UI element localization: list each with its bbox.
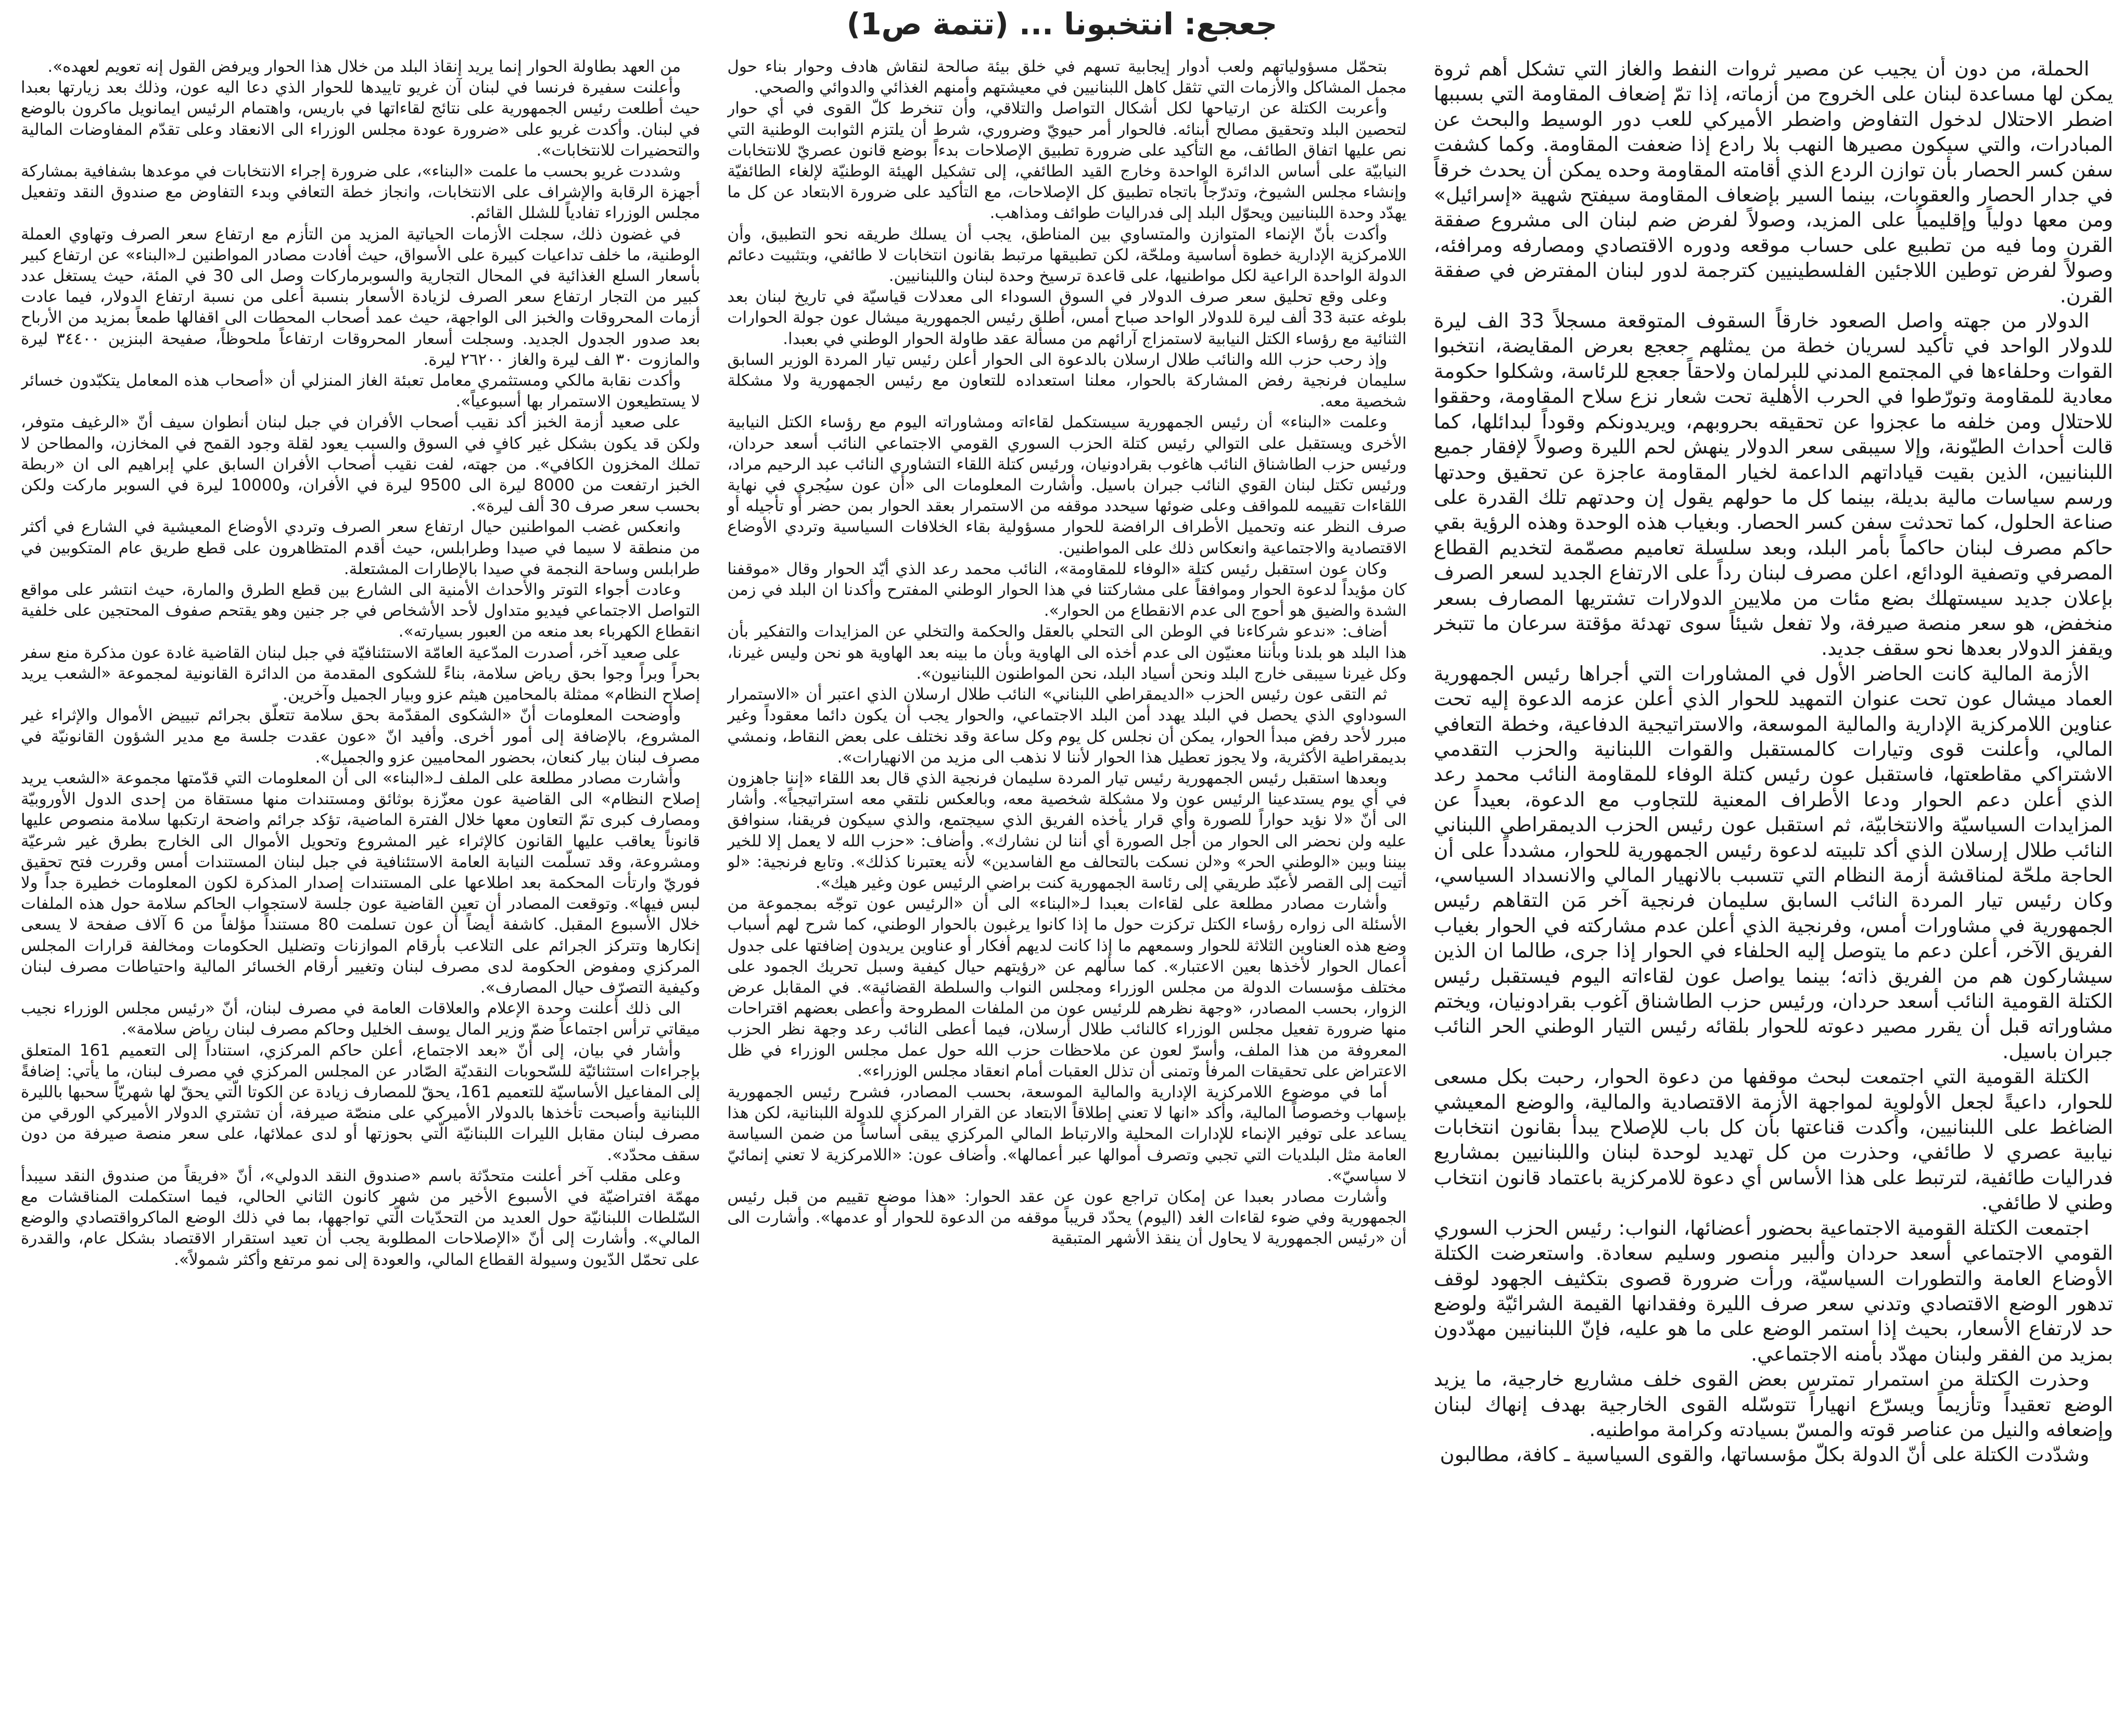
article-paragraph: وأكدت نقابة مالكي ومستثمري معامل تعبئة الغاز المنزلي أن «أصحاب هذه المعامل يتكبّدون خسائر لا يستطيعون الاستمرار بها أسبوعياً». [21,371,701,411]
article-paragraph: وأشارت مصادر بعبدا عن إمكان تراجع عون عن عقد الحوار: «هذا موضع تقييم من قبل رئيس الجمهورية وفي ضوء لقاءات الغد (اليوم) يحدّد قريباً موقفه من الدعوة للحوار أو عدمها». وأشارت الى أن «رئيس الجمهورية لا يحاول أن ينقذ الأشهر المتبقية [727,1187,1407,1248]
article-paragraph: وأعربت الكتلة عن ارتياحها لكل أشكال التواصل والتلاقي، وأن تنخرط كلّ القوى في أي حوار لتحصين البلد وتحقيق مصالح أبنائه. فالحوار أمر حيويّ وضروري، شرط أن يلتزم الثوابت الوطنية التي نص عليها اتفاق الطائف، مع التأكيد على ضرورة تطبيق الإصلاحات بدءاً بوضع قانون عصريّ للانتخابات النيابيّة على أساس الدائرة الواحدة وخارج القيد الطائفي، إلى تشكيل الهيئة الوطنيّة لإلغاء الطائفيّة وإنشاء مجلس الشيوخ، وتدرّجاً باتجاه تطبيق كل الإصلاحات، مع التأكيد على ضرورة الابتعاد عن كل ما يهدّد وحدة اللبنانيين ويحوّل البلد إلى فدراليات طوائف ومذاهب. [727,99,1407,223]
article-paragraph: الكتلة القومية التي اجتمعت لبحث موقفها من دعوة الحوار، رحبت بكل مسعى للحوار، داعيةً لجعل الأولوية لمواجهة الأزمة الاقتصادية والمالية، والوضع المعيشي الضاغط على اللبنانيين، وأكدت قناعتها بأن كل باب للإصلاح يبدأ بقانون انتخابات نيابية عصري لا طائفي، وحذرت من كل تهديد لوحدة لبنان واللبنانيين بمشاريع فدراليات طائفية، لترتبط على هذا الأساس أي دعوة للامركزية باعتماد قانون انتخاب وطني لا طائفي. [1433,1065,2113,1214]
article-paragraph: وعادت أجواء التوتر والأحداث الأمنية الى الشارع بين قطع الطرق والمارة، حيث انتشر على مواقع التواصل الاجتماعي فيديو متداول لأحد الأشخاص في جر جنين وهو يقتحم صفوف المحتجين على خلفية انقطاع الكهرباء بعد منعه من العبور بسيارته». [21,580,701,641]
article-paragraph: على صعيد أزمة الخبز أكد نقيب أصحاب الأفران في جبل لبنان أنطوان سيف أنّ «الرغيف متوفر، ولكن قد يكون بشكل غير كافٍ في السوق والسبب يعود لقلة وجود القمح في المخازن، والمطاحن لا تملك المخزون الكافي». من جهته، لفت نقيب أصحاب الأفران السابق علي إبراهيم الى ان «ربطة الخبز ارتفعت من 8000 ليرة الى 9500 ليرة في الأفران، و10000 ليرة في السوبر ماركت ولكن بحسب سعر صرف 30 ألف ليرة». [21,413,701,516]
article-paragraph: اجتمعت الكتلة القومية الاجتماعية بحضور أعضائها، النواب: رئيس الحزب السوري القومي الاجتماعي أسعد حردان وألبير منصور وسليم سعادة. واستعرضت الكتلة الأوضاع العامة والتطورات السياسيّة، ورأت ضرورة قصوى بتكثيف الجهود لوقف تدهور الوضع الاقتصادي وتدني سعر صرف الليرة وفقدانها القيمة الشرائيّة ولوضع حد لارتفاع الأسعار، بحيث إذا استمر الوضع على ما هو عليه، فإنّ اللبنانيين مهدّدون بمزيد من الفقر ولبنان مهدّد بأمنه الاجتماعي. [1433,1216,2113,1365]
column-1 [1434,56,2113,1730]
article-paragraph: وعلى مقلب آخر أعلنت متحدّثة باسم «صندوق النقد الدولي»، أنّ «فريقاً من صندوق النقد سيبدأ مهمّة افتراضيّة في الأسبوع الأخير من شهر كانون الثاني الحالي، فيما استكملت المناقشات مع السّلطات اللبنانيّة حول العديد من التحدّيات الّتي تواجهها، بما في ذلك الوضع الماكرواقتصادي والوضع المالي». وأشارت إلى أنّ «الإصلاحات المطلوبة يجب أن تعيد استقرار الاقتصاد بشكل عام، والقدرة على تحمّل الدّيون وسيولة القطاع المالي، والعودة إلى نمو مرتفع وأكثر شمولاً». [21,1166,701,1269]
article-paragraph: وأشار في بيان، إلى أنّ «بعد الاجتماع، أعلن حاكم المركزي، استناداً إلى التعميم 161 المتعلق بإجراءات استثنائيّة للسّحوبات النقديّة الصّادر عن المجلس المركزي في مصرف لبنان، ما يأتي: إضافةً إلى المفاعيل الأساسيّة للتعميم 161، يحقّ للمصارف زيادة عن الكوتا الّتي يحقّ لها شهريّاً سحبها بالليرة اللبنانية وأصبحت تأخذها بالدولار الأميركي على منصّة صيرفة، أن تشتري الدولار الأميركي الورقي من مصرف لبنان مقابل الليرات اللبنانيّة الّتي بحوزتها أو لدى عملائها، على سعر منصة صيرفة من دون سقف محدّد». [21,1041,701,1164]
article-paragraph: وحذرت الكتلة من استمرار تمترس بعض القوى خلف مشاريع خارجية، ما يزيد الوضع تعقيداً وتأزيماً ويسرّع انهياراً تتوسّله القوى الخارجية بهدف إنهاك لبنان وإضعافه والنيل من عناصر قوته والمسّ بسيادته وكرامة مواطنيه. [1433,1367,2113,1441]
article-paragraph: وشددت غريو بحسب ما علمت «البناء»، على ضرورة إجراء الانتخابات في موعدها بشفافية بمشاركة أجهزة الرقابة والإشراف على الانتخابات، وانجاز خطة التعافي وبدء التفاوض مع صندوق النقد وتفعيل مجلس الوزراء تفادياً للشلل القائم. [21,162,701,223]
article-paragraph: وكان عون استقبل رئيس كتلة «الوفاء للمقاومة»، النائب محمد رعد الذي أيّد الحوار وقال «موقفنا كان مؤيداً لدعوة الحوار وموافقاً على مشاركتنا في هذا الحوار الوطني المفترح وأكدنا ان البلد في زمن الشدة والضيق هو أحوج الى عدم الانقطاع من الحوار». [727,559,1407,620]
article-paragraph: الى ذلك أعلنت وحدة الإعلام والعلاقات العامة في مصرف لبنان، أنّ «رئيس مجلس الوزراء نجيب ميقاتي ترأس اجتماعاً ضمّ وزير المال يوسف الخليل وحاكم مصرف لبنان رياض سلامة». [21,999,701,1039]
article-paragraph: أما في موضوع اللامركزية الإدارية والمالية الموسعة، بحسب المصادر، فشرح رئيس الجمهورية بإسهاب وخصوصاً المالية، وأكد «انها لا تعني إطلاقاً الابتعاد عن القرار المركزي للدولة اللبنانية، لكن هذا يساعد على توفير الإنماء للإدارات المحلية والارتباط المالي المركزي يبقى أساساً من ضمن السياسة العامة مثل البلديات التي تجبي وتصرف أموالها عبر أعمالها». وأضاف عون: «اللامركزية لا تعني إنمائيّ لا سياسيّ». [727,1082,1407,1185]
article-paragraph: الدولار من جهته واصل الصعود خارقاً السقوف المتوقعة مسجلاً 33 الف ليرة للدولار الواحد في تأكيد لسريان خطة من يمثلهم جعجع بعرض المقايضة، انتخبوا القوات وحلفاءها في المجتمع المدني للبرلمان ولاحقاً جعجع للرئاسة، وشكلوا حكومة معادية للمقاومة وتورّطوا في الحرب الأهلية تحت شعار نزع سلاح المقاومة، وحققوا للاحتلال ومن خلفه ما عجزوا عن تحقيقه بحروبهم، ويريدونكم وقوداً لبدائلها، كما قالت أحداث الطيّونة، وإلا سيبقى سعر الدولار ينهش لحم الليرة وصولاً لإفقار جميع اللبنانيين، الذين بقيت قياداتهم الداعمة لخيار المقاومة عاجزة عن تحقيق وحدتها ورسم سياسات مالية بديلة، بينما كل ما حولهم يقول إن وحدتهم تلك القدرة على صناعة الحلول، كما تحدثت سفن كسر الحصار. وبغياب هذه الوحدة وهذه الرؤية بقي حاكم مصرف لبنان حاكماً بأمر البلد، وبعد سلسلة تعاميم مصمّمة لتخديم القطاع المصرفي وتصفية الودائع، اعلن مصرف لبنان رداً على الارتفاع الجديد لسعر الصرف بإعلان جديد سيستهلك بضع مئات من ملايين الدولارات تشتريها المصارف بسعر منخفض، هو سعر منصة صيرفة، ولا تفعل شيئاً سوى تهدئة مؤقتة سرعان ما تتبخر ويقفز الدولار بعدها نحو سقف جديد. [1433,309,2113,660]
column-2 [727,56,1406,1730]
article-paragraph: وأعلنت سفيرة فرنسا في لبنان آن غريو تاييدها للحوار الذي دعا اليه عون، وذلك بعد زيارتها بعبدا حيث أطلعت رئيس الجمهورية على نتائج لقاءاتها في باريس، واهتمام الرئيس ايمانويل ماكرون بالوضع في لبنان. وأكدت غريو على «ضرورة عودة مجلس الوزراء الى الانعقاد وعلى تقدّم المفاوضات المالية والتحضيرات للانتخابات». [21,78,701,160]
article-paragraph: وعلمت «البناء» أن رئيس الجمهورية سيستكمل لقاءاته ومشاوراته اليوم مع رؤساء الكتل النيابية الأخرى ويستقبل على التوالي رئيس كتلة الحزب السوري القومي الاجتماعي النائب أسعد حردان، ورئيس حزب الطاشناق النائب هاغوب بقرادونيان، ورئيس كتلة اللقاء التشاوري النائب عبد الرحيم مراد، ورئيس تكتل لبنان القوي النائب جبران باسيل. وأشارت المعلومات الى «أن عون سيُجري في نهاية اللقاءات تقييمه للمواقف وعلى ضوئها سيحدد موقفه من الاستمرار بعقد الحوار بمن حضر أو تأجيله أو صرف النظر عنه وتحميل الأطراف الرافضة للحوار مسؤولية بقاء الخلافات السياسية وتردي الأوضاع الاقتصادية والاجتماعية وانعكاس ذلك على المواطنين. [727,413,1407,557]
article-paragraph: وأوضحت المعلومات أنّ «الشكوى المقدّمة بحق سلامة تتعلّق بجرائم تبييض الأموال والإثراء غير المشروع، بالإضافة إلى أمور أخرى. وأفيد انّ «عون عقدت جلسة مع مدير الشؤون القانونيّة في مصرف لبنان بيار كنعان، بحضور المحاميين عزو والجميل». [21,706,701,767]
article-paragraph: وبعدها استقبل رئيس الجمهورية رئيس تيار المردة سليمان فرنجية الذي قال بعد اللقاء «إننا جاهزون في أي يوم يستدعينا الرئيس عون ولا مشكلة شخصية معه، وبالعكس نلتقي معه استراتيجياً». وأشار الى أنّ «لا نؤيد حواراً للصورة وأي قرار يأخذه الفريق الذي سيجتمع، والذي سيكون فريقنا، سنوافق عليه ولن نحضر الى الحوار من أجل الصورة أي أننا لن نشارك». وأضاف: «حزب الله لا يعمل إلا للخير بيننا وبين «الوطني الحر» و«لن نسكت بالتحالف مع الفاسدين» لأنه يعتبرنا كذلك». وتابع فرنجية: «لو أتيت إلى القصر لأعبّد طريقي إلى رئاسة الجمهورية كنت براضي الرئيس عون وغير هيك». [727,768,1407,892]
article-paragraph: وشدّدت الكتلة على أنّ الدولة بكلّ مؤسساتها، والقوى السياسية ـ كافة، مطالبون [1440,1443,2090,1466]
article-paragraph: وأكدت بأنّ الإنماء المتوازن والمتساوي بين المناطق، يجب أن يسلك طريقه نحو التطبيق، وأن اللامركزية الإدارية خطوة أساسية وملحّة، لكن تطبيقها مرتبط بقانون انتخابات لا طائفي، وبتثبيت دعائم الدولة الواحدة الراعية لكل مواطنيها، على قاعدة ترسيخ وحدة لبنان واللبنانيين. [727,224,1407,286]
article-paragraph: الأزمة المالية كانت الحاضر الأول في المشاورات التي أجراها رئيس الجمهورية العماد ميشال عون تحت عنوان التمهيد للحوار الذي أعلن عزمه الدعوة إليه تحت عناوين اللامركزية الإدارية والمالية الموسعة، والاستراتيجية الدفاعية، وخطة التعافي المالي، وأعلنت قوى وتيارات كالمستقبل والقوات اللبنانية والحزب التقدمي الاشتراكي مقاطعتها، فاستقبل عون رئيس كتلة الوفاء للمقاومة النائب محمد رعد الذي أعلن دعم الحوار ودعا الأطراف المعنية للتجاوب مع الدعوة، بعيداً عن المزايدات السياسيّة والانتخابيّة، ثم استقبل عون رئيس الحزب الديمقراطي اللبناني النائب طلال إرسلان الذي أكد تلبيته لدعوة رئيس الجمهورية للحوار، مشدداً على أن الحاجة ملحّة لمناقشة أزمة النظام التي تتسبب بالانهيار المالي والانسداد السياسي، وكان رئيس تيار المردة النائب السابق سليمان فرنجية آخر مَن التقاهم رئيس الجمهورية في مشاورات أمس، وفرنجية الذي أعلن عدم مشاركته في الحوار بغياب الفريق الآخر، أعلن دعم ما يتوصل إليه الحلفاء في الحوار إذا جرى، طالما ان الذين سيشاركون هم من الفريق ذاته؛ بينما يواصل عون لقاءاته اليوم فيستقبل رئيس الكتلة القومية النائب أسعد حردان، ورئيس حزب الطاشناق آغوب بقرادونيان، ويختم مشاوراته قبل أن يقرر مصير دعوته للحوار بلقائه رئيس التيار الوطني الحر النائب جبران باسيل. [1433,662,2113,1063]
headline: جعجع: انتخبونا ... (تتمة ص1) [846,6,1278,42]
article-paragraph: الحملة، من دون أن يجيب عن مصير ثروات النفط والغاز التي تشكل أهم ثروة يمكن لها مساعدة لبنان على الخروج من أزماته، إذا تمّ إضعاف المقاومة التي بسببها اضطر الاحتلال لدخول التفاوض واضطر الأميركي للعب دور الوسيط والبحث عن المبادرات، والتي سيكون مصيرها النهب بلا رادع إذا ضعفت المقاومة. وكما كشفت سفن كسر الحصار بأن توازن الردع الذي أقامته المقاومة وحده يمكن أن يحدث خرقاً في جدار الحصار والعقوبات، بينما السير بإضعاف المقاومة سيفتح شهية «إسرائيل» ومن معها دولياً وإقليمياً على المزيد، وصولاً لفرض ضم لبنان الى مشروع صفقة القرن وما فيه من تطبيع على حساب موقعه ودوره الاقتصادي ومصارفه ومرافئه، وصولاً لفرض توطين اللاجئين الفلسطينيين كترجمة لدور لبنان المفترض في صفقة القرن. [1433,57,2113,307]
article-paragraph: في غضون ذلك، سجلت الأزمات الحياتية المزيد من التأزم مع ارتفاع سعر الصرف وتهاوي العملة الوطنية، ما خلف تداعيات كبيرة على الأسواق، حيث أفادت مصادر المواطنين لـ«البناء» عن ارتفاع كبير بأسعار السلع الغذائية في المحال التجارية والسوبرماركات وصل الى 30 في المئة، حيث يستغل عدد كبير من التجار ارتفاع سعر الصرف لزيادة الأسعار بنسبة أعلى من نسبة ارتفاع الدولار، فيما عادت أزمات المحروقات والخبز الى الواجهة، حيث عمد أصحاب المحطات الى اقفالها طمعاً بمزيد من الأرباح بعد صدور الجدول الجديد. وسجلت أسعار المحروقات ارتفاعاً ملحوظاً، صفيحة البنزين ٣٤٤٠٠ ليرة والمازوت ٣٠ الف ليرة والغاز ٢٦٢٠٠ ليرة. [21,224,701,369]
article-paragraph: على صعيد آخر، أصدرت المدّعية العامّة الاستئنافيّة في جبل لبنان القاضية غادة عون مذكرة منع سفر بحراً وبراً وجوا بحق رياض سلامة، بناءً للشكوى المقدمة من الدائرة القانونية لمجموعة «الشعب يريد إصلاح النظام» ممثلة بالمحامين هيثم عزو وبيار الجميل وآخرين. [21,643,701,704]
article-paragraph: وعلى وقع تحليق سعر صرف الدولار في السوق السوداء الى معدلات قياسيّة في تاريخ لبنان بعد بلوغه عتبة 33 ألف ليرة للدولار الواحد صباح أمس، أطلق رئيس الجمهورية ميشال عون جولة الحوارات الثنائية مع رؤساء الكتل النيابية لاستمزاج آرائهم من مسألة عقد طاولة الحوار الوطني في بعبدا. [727,287,1407,348]
article-paragraph: بتحمّل مسؤولياتهم ولعب أدوار إيجابية تسهم في خلق بيئة صالحة لنقاش هادف وحوار بناء حول مجمل المشاكل والأزمات التي تثقل كاهل اللبنانيين في معيشتهم وأمنهم الغذائي والدوائي والصحي. [727,57,1407,97]
article-paragraph: أضاف: «ندعو شركاءنا في الوطن الى التحلي بالعقل والحكمة والتخلي عن المزايدات والتفكير بأن هذا البلد هو بلدنا وبأننا معنيّون الى عدم أخذه الى الهاوية وبأن ما بينه بعد الهاوية هو نحن وليس غيرنا، وكل غيرنا سيبقى خارج البلد ونحن أسياد البلد، نحن المواطنون اللبنانيون». [727,622,1407,683]
article-paragraph: وإذ رحب حزب الله والنائب طلال ارسلان بالدعوة الى الحوار أعلن رئيس تيار المردة الوزير السابق سليمان فرنجية رفض المشاركة بالحوار، معلنا استعداده للتعاون مع رئيس الجمهورية ولا مشكلة شخصية معه. [727,350,1407,411]
article-paragraph: وانعكس غضب المواطنين حيال ارتفاع سعر الصرف وتردي الأوضاع المعيشية في الشارع في أكثر من منطقة لا سيما في صيدا وطرابلس، حيث أقدم المتظاهرون على قطع طريق عام المتكوبين في طرابلس وساحة النجمة في صيدا بالإطارات المشتعلة. [21,517,701,578]
article-columns [21,56,2113,1730]
article-paragraph: وأشارت مصادر مطلعة على لقاءات بعبدا لـ«البناء» الى أن «الرئيس عون توجّه بمجموعة من الأسئلة الى زواره رؤساء الكتل تركزت حول ما إذا كانوا يرغبون بالحوار الوطني، كما شرح لهم أسباب وضع هذه العناوين الثلاثة للحوار وسمعهم ما إذا كانت لديهم أفكار أو عناوين يريدون إضافتها على جدول أعمال الحوار لأخذها بعين الاعتبار». كما سألهم عن «رؤيتهم حيال كيفية وسبل تحريك الجمود على مختلف مؤسسات الدولة من مجلس الوزراء ومجلس النواب والسلطة القضائية». في المقابل عرض الزوار، بحسب المصادر، «وجهة نظرهم للرئيس عون من الملفات المطروحة وأعطى بعضهم اقتراحات منها ضرورة تفعيل مجلس الوزراء كالنائب طلال أرسلان، فيما أعطى النائب رعد وجهة نظر الحزب المعروفة من هذا الملف، وأسرّ لعون عن ملاحظات حزب الله حول عمل مجلس الوزراء في ظل الاعتراض على تحقيقات المرفأ وتمنى أن تذلل العقبات أمام انعقاد مجلس الوزراء». [727,894,1407,1081]
article-paragraph: ثم التقى عون رئيس الحزب «الديمقراطي اللبناني» النائب طلال ارسلان الذي اعتبر أن «الاستمرار السوداوي الذي يحصل في البلد يهدد أمن البلد الاجتماعي، والحوار يجب أن يكون دائما معقوداً وغير مبرر لأحد رفض مبدأ الحوار، يمكن أن نجلس كل يوم وكل ساعة وقد نختلف على بعض النقاط، ونمشي بديمقراطية الأكثرية، ولا يجوز تعطيل هذا الحوار لأننا لا نذهب الى مزيد من الانهيارات». [727,685,1407,767]
column-3 [21,56,700,1730]
article-paragraph: وأشارت مصادر مطلعة على الملف لـ«البناء» الى أن المعلومات التي قدّمتها مجموعة «الشعب يريد إصلاح النظام» الى القاضية عون معزّزة بوثائق ومستندات منها مستقاة من إحدى الدول الأوروبيّة ومصارف كبرى تمّ التعاون معها خلال الفترة الماضية، تؤكد جرائم واضحة ارتكبها سلامة منصوص عليها قانوناً يعاقب عليها القانون كالإثراء غير المشروع وتحويل الأموال الى الخارج بطرق غير شرعيّة ومشروعة، وقد تسلّمت النيابة العامة الاستئنافية في جبل لبنان المستندات أمس وقررت فتح تحقيق فوريّ وارتأت المحكمة بعد اطلاعها على المستندات إصدار المذكرة لكون المعلومات خطيرة جداً ولا لبس فيها». وتوقعت المصادر أن تعين القاضية عون جلسة لاستجواب الحاكم سلامة حول هذه الملفات خلال الأسبوع المقبل. كاشفة أيضاً أن عون تسلمت 80 مستنداً مؤلفاً من 6 آلاف صفحة لا يسعى إنكارها وتتركز الجرائم على التلاعب بأرقام الموازنات وتضليل الحكومات ومخالفة قرارات المجلس المركزي ومفوض الحكومة لدى مصرف لبنان وتغيير أرقام الخسائر المالية واحتياطات مصرف لبنان وكيفية التصرّف حيال المصارف». [21,768,701,997]
article-paragraph: من العهد بطاولة الحوار إنما يريد إنقاذ البلد من خلال هذا الحوار ويرفض القول إنه تعويم لعهده». [47,57,681,76]
